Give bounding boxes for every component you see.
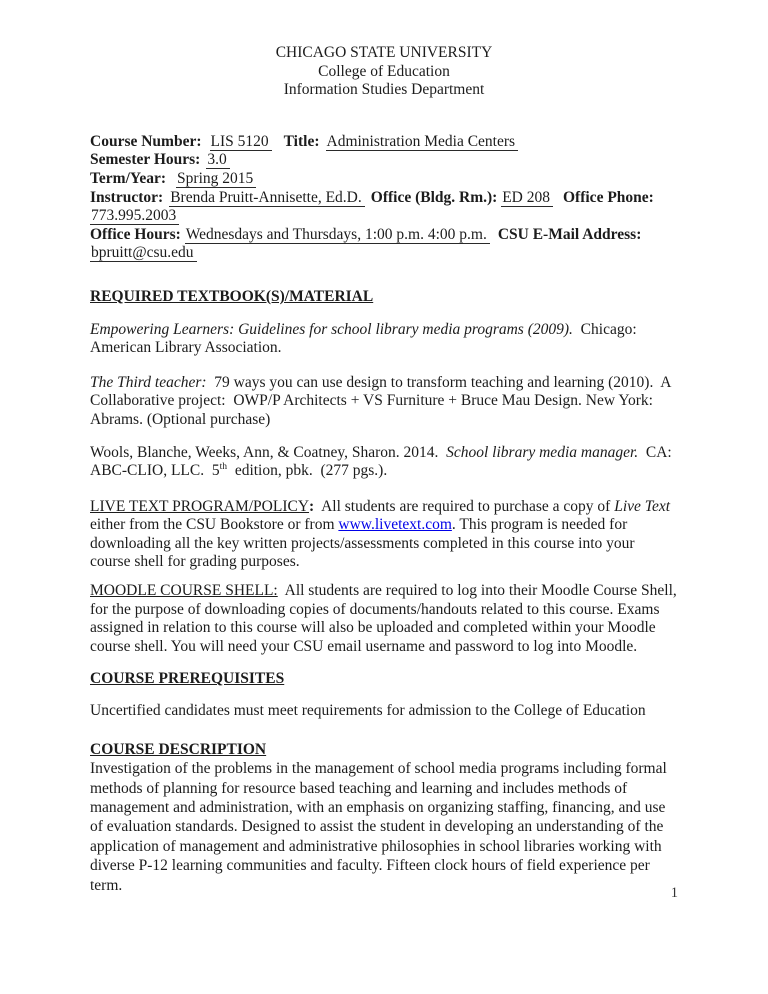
prerequisites-text: Uncertified candidates must meet requirements for admission to the College of Education <box>90 702 646 720</box>
page-number: 1 <box>670 885 678 901</box>
course-number-line <box>90 133 678 152</box>
office-value: ED 208 <box>501 189 553 207</box>
textbook-citation-mid: CA: ABC-CLIO, LLC. 5 <box>90 443 675 480</box>
semester-hours-value: 3.0 <box>206 151 229 169</box>
textbook-title-italic: Empowering Learners: Guidelines for school library media programs (2009). <box>90 320 573 338</box>
course-number-label: Course Number: <box>90 132 202 150</box>
semester-hours-label: Semester Hours: <box>90 151 201 169</box>
office-phone-label: Office Phone: <box>563 188 654 206</box>
textbook-authors: Wools, Blanche, Weeks, Ann, & Coatney, Sharon. 2014. <box>90 443 447 461</box>
live-text-section <box>90 498 678 572</box>
description-section <box>90 741 678 895</box>
office-phone-value: 773.995.2003 <box>90 207 179 225</box>
email-value: bpruitt@csu.edu <box>90 244 197 262</box>
textbook-entry-wools <box>90 444 678 481</box>
college-name: College of Education <box>318 62 450 80</box>
live-text-body: . This program is needed for downloading all the key written projects/assessments completed in this course into your course shell for grading purposes. <box>90 516 639 571</box>
live-text-label: LIVE TEXT PROGRAM/POLICY <box>90 497 310 515</box>
term-year-label: Term/Year: <box>90 169 167 187</box>
office-hours-line <box>90 226 678 263</box>
description-heading: COURSE DESCRIPTION <box>90 740 267 758</box>
live-text-body: All students are required to purchase a copy of <box>314 497 615 515</box>
office-hours-label: Office Hours: <box>90 225 181 243</box>
live-text-body: either from the CSU Bookstore or from <box>90 497 674 534</box>
required-textbooks-heading: REQUIRED TEXTBOOK(S)/MATERIAL <box>90 287 374 305</box>
textbook-citation-rest: 79 ways you can use design to transform teaching and learning (2010). A Collaborative project: OWP/P Architects + VS Furniture + Bruce Mau Design. New York: Abrams. (Optional purchase) <box>90 373 675 428</box>
live-text-colon: : <box>309 497 315 515</box>
semester-hours-line <box>90 151 678 170</box>
instructor-label: Instructor: <box>90 188 164 206</box>
document-header <box>90 44 678 100</box>
course-number-value: LIS 5120 <box>210 133 272 151</box>
office-hours-value: Wednesdays and Thursdays, 1:00 p.m. 4:00 p.m. <box>185 226 490 244</box>
live-text-paragraph <box>90 498 678 572</box>
edition-superscript: th <box>219 460 228 472</box>
prerequisites-section <box>90 670 678 720</box>
moodle-section <box>90 582 681 656</box>
textbook-citation-rest: Chicago: American Library Association. <box>90 320 640 357</box>
term-year-value: Spring 2015 <box>176 170 256 188</box>
required-textbooks-section <box>90 288 678 481</box>
instructor-line <box>90 189 678 226</box>
textbook-citation-rest: edition, pbk. (277 pgs.). <box>227 462 388 480</box>
textbook-entry-empowering-learners <box>90 321 678 358</box>
description-text: Investigation of the problems in the management of school media programs including formal methods of planning for resource based teaching and learning and includes methods of management and administration, with an emphasis on organizing staffing, financing, and use of evaluation standards. Designed to assist the student in developing an understanding of the application of management and administrative philosophies in school libraries working with diverse P-12 learning communities and faculty. Fifteen clock hours of field experience per term. <box>90 760 671 894</box>
department-name: Information Studies Department <box>283 81 485 99</box>
course-info-block <box>90 133 678 263</box>
course-title-value: Administration Media Centers <box>326 133 519 151</box>
textbook-title-italic: The Third teacher: <box>90 373 207 391</box>
email-label: CSU E-Mail Address: <box>497 225 642 243</box>
textbook-entry-third-teacher <box>90 374 678 430</box>
course-title-label: Title: <box>283 132 320 150</box>
moodle-body: All students are required to log into their Moodle Course Shell, for the purpose of downloading copies of documents/handouts related to this course. Exams assigned in relation to this course will also be uploaded and completed within your Moodle course shell. You will need your CSU email username and password to log into Moodle. <box>90 582 681 655</box>
livetext-link[interactable]: www.livetext.com <box>338 516 452 534</box>
textbook-title-italic: School library media manager. <box>446 443 639 461</box>
live-text-product-italic: Live Text <box>614 497 671 515</box>
office-label: Office (Bldg. Rm.): <box>370 188 498 206</box>
term-year-line <box>90 170 678 189</box>
university-name: CHICAGO STATE UNIVERSITY <box>275 44 493 61</box>
moodle-paragraph <box>90 582 681 656</box>
moodle-label: MOODLE COURSE SHELL: <box>90 582 278 600</box>
instructor-value: Brenda Pruitt-Annisette, Ed.D. <box>169 189 365 207</box>
prerequisites-heading: COURSE PREREQUISITES <box>90 670 285 688</box>
